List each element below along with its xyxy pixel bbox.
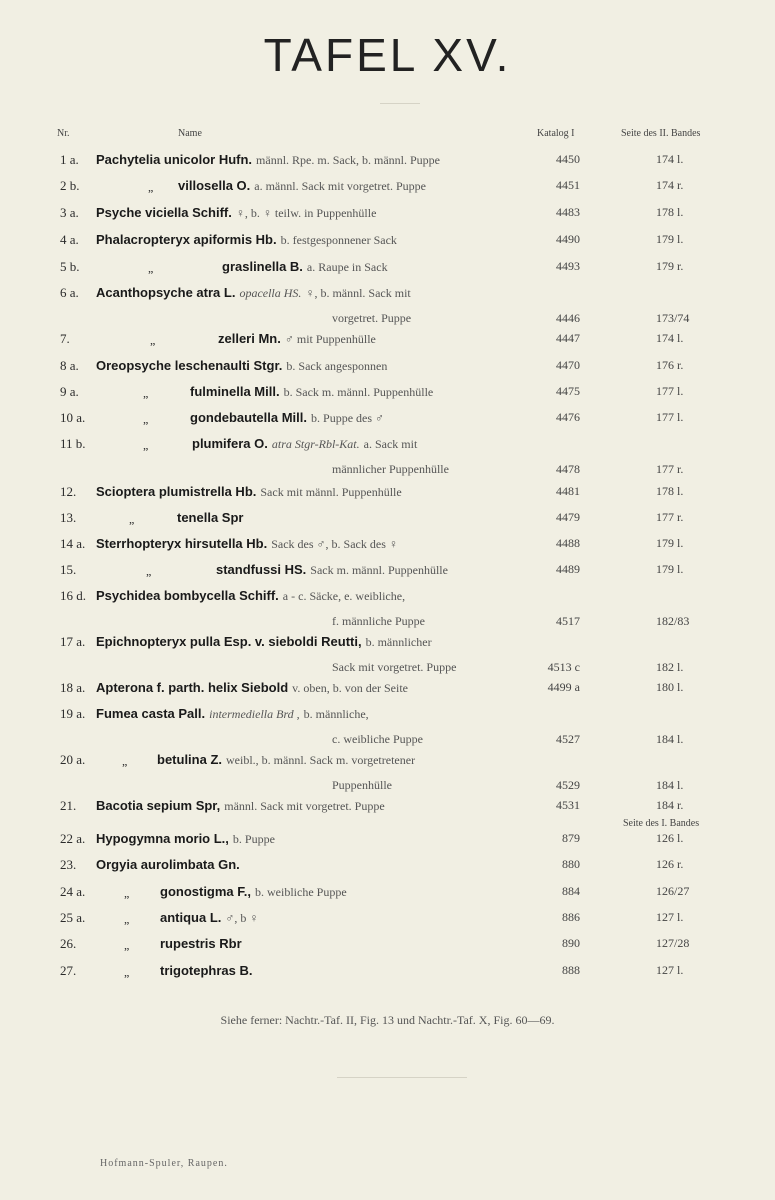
description-continuation: Puppenhülle: [332, 778, 392, 792]
list-item: [0, 410, 775, 436]
specimen-description: Sack des ♂, b. Sack des ♀: [271, 537, 398, 551]
entry-number: 6 a.: [60, 285, 79, 300]
katalog-number: 880: [562, 857, 580, 871]
ditto-mark: „: [143, 438, 149, 452]
list-item: [0, 562, 775, 588]
specimen-description: a. männl. Sack mit vorgetret. Puppe: [254, 179, 427, 193]
katalog-number: 4499 a: [547, 680, 580, 694]
katalog-number: 4450: [556, 152, 580, 166]
species-name: Psychidea bombycella Schiff.: [96, 588, 279, 603]
katalog-number: 4527: [556, 732, 580, 746]
page-reference: 182/83: [656, 614, 690, 628]
katalog-number: 4488: [556, 536, 580, 550]
ditto-mark: „: [146, 564, 152, 578]
entry-number: 21.: [60, 798, 77, 813]
species-name: Phalacropteryx apiformis Hb.: [96, 232, 277, 247]
page-reference: 126/27: [656, 884, 690, 898]
species-name: Pachytelia unicolor Hufn.: [96, 152, 253, 167]
page-reference: 178 l.: [656, 205, 684, 219]
katalog-number: 4451: [556, 178, 580, 192]
ditto-mark: „: [148, 261, 154, 275]
species-name: Oreopsyche leschenaulti Stgr.: [96, 358, 283, 373]
header-nr: Nr.: [57, 128, 70, 139]
specimen-description: v. oben, b. von der Seite: [292, 681, 409, 695]
list-item: [0, 232, 775, 258]
katalog-number: 4531: [556, 798, 580, 812]
entry-number: 27.: [60, 963, 77, 978]
specimen-description: männl. Rpe. m. Sack, b. männl. Puppe: [256, 153, 441, 167]
ditto-mark: „: [148, 180, 154, 194]
list-item: [0, 331, 775, 357]
species-name: Scioptera plumistrella Hb.: [96, 484, 257, 499]
species-name: Psyche viciella Schiff.: [96, 205, 232, 220]
list-item: [0, 358, 775, 384]
entry-number: 1 a.: [60, 152, 79, 167]
entry-number: 2 b.: [60, 178, 80, 193]
specimen-description: ♀, b. männl. Sack mit: [305, 286, 411, 300]
ditto-mark: „: [129, 512, 135, 526]
species-name: zelleri Mn.: [218, 331, 281, 346]
katalog-number: 4513 c: [547, 660, 580, 674]
katalog-number: 4489: [556, 562, 580, 576]
description-continuation: c. weibliche Puppe: [332, 732, 423, 746]
ditto-mark: „: [150, 333, 156, 347]
list-item: [0, 706, 775, 752]
katalog-number: 4493: [556, 259, 580, 273]
list-item: [0, 680, 775, 706]
entry-number: 26.: [60, 936, 77, 951]
katalog-number: 4478: [556, 462, 580, 476]
entry-number: 18 a.: [60, 680, 86, 695]
specimen-description: b. Sack angesponnen: [286, 359, 388, 373]
list-item: [0, 384, 775, 410]
list-item: [0, 588, 775, 634]
synonym: atra Stgr-Rbl-Kat.: [271, 437, 360, 451]
entry-number: 22 a.: [60, 831, 86, 846]
species-name: Apterona f. parth. helix Siebold: [96, 680, 289, 695]
list-item: [0, 259, 775, 285]
ditto-mark: „: [124, 912, 130, 926]
publisher-credit: Hofmann-Spuler, Raupen.: [100, 1158, 228, 1169]
specimen-description: weibl., b. männl. Sack m. vorgetretener: [226, 753, 416, 767]
page-reference: 177 r.: [656, 462, 684, 476]
footnote: Siehe ferner: Nachtr.-Taf. II, Fig. 13 und Nachtr.-Taf. X, Fig. 60—69.: [220, 1013, 555, 1027]
entry-number: 17 a.: [60, 634, 86, 649]
katalog-number: 4475: [556, 384, 580, 398]
page-reference: 180 l.: [656, 680, 684, 694]
header-seite: Seite des II. Bandes: [621, 128, 701, 139]
species-name: trigotephras B.: [160, 963, 253, 978]
entry-number: 23.: [60, 857, 77, 872]
species-name: standfussi HS.: [216, 562, 307, 577]
katalog-number: 879: [562, 831, 580, 845]
specimen-description: ♀, b. ♀ teilw. in Puppenhülle: [235, 206, 377, 220]
specimen-description: ♂ mit Puppenhülle: [284, 332, 376, 346]
page-reference: 184 l.: [656, 778, 684, 792]
page-reference: 178 l.: [656, 484, 684, 498]
description-continuation: f. männliche Puppe: [332, 614, 425, 628]
list-item: [0, 484, 775, 510]
entry-number: 15.: [60, 562, 77, 577]
species-name: antiqua L.: [160, 910, 222, 925]
page-reference: 127/28: [656, 936, 690, 950]
list-item: [0, 205, 775, 231]
specimen-description: b. weibliche Puppe: [255, 885, 347, 899]
page-reference: 174 r.: [656, 178, 684, 192]
page-reference: 126 r.: [656, 857, 684, 871]
katalog-number: 4479: [556, 510, 580, 524]
entry-number: 25 a.: [60, 910, 86, 925]
ditto-mark: „: [124, 938, 130, 952]
species-name: Hypogymna morio L.,: [96, 831, 229, 846]
description-continuation: Sack mit vorgetret. Puppe: [332, 660, 457, 674]
list-item: [0, 536, 775, 562]
entry-number: 12.: [60, 484, 77, 499]
page-reference: 179 l.: [656, 536, 684, 550]
entry-number: 9 a.: [60, 384, 79, 399]
list-item: [0, 285, 775, 331]
list-item: [0, 910, 775, 936]
ditto-mark: „: [143, 412, 149, 426]
species-name: gondebautella Mill.: [190, 410, 308, 425]
species-name: rupestris Rbr: [160, 936, 242, 951]
species-name: Orgyia aurolimbata Gn.: [96, 857, 240, 872]
list-item: [0, 510, 775, 536]
katalog-number: 890: [562, 936, 580, 950]
specimen-description: b. männliche,: [303, 707, 369, 721]
katalog-number: 4490: [556, 232, 580, 246]
header-katalog: Katalog I: [537, 128, 575, 139]
page-title: TAFEL XV.: [263, 29, 512, 81]
species-name: Sterrhopteryx hirsutella Hb.: [96, 536, 268, 551]
list-item: [0, 178, 775, 204]
katalog-number: 4446: [556, 311, 580, 325]
entry-number: 13.: [60, 510, 77, 525]
katalog-number: 4470: [556, 358, 580, 372]
synonym: intermediella Brd ,: [209, 707, 300, 721]
katalog-number: 4529: [556, 778, 580, 792]
page-reference: 184 r.: [656, 798, 684, 812]
species-name: Bacotia sepium Spr,: [96, 798, 221, 813]
katalog-number: 4476: [556, 410, 580, 424]
page-reference: 182 l.: [656, 660, 684, 674]
page-reference: 174 l.: [656, 152, 684, 166]
entry-number: 4 a.: [60, 232, 79, 247]
species-name: Fumea casta Pall.: [96, 706, 206, 721]
page-reference: 184 l.: [656, 732, 684, 746]
entry-number: 3 a.: [60, 205, 79, 220]
list-item: [0, 634, 775, 680]
specimen-description: Sack mit männl. Puppenhülle: [260, 485, 402, 499]
page-reference: 173/74: [656, 311, 690, 325]
entry-number: 7.: [60, 331, 70, 346]
katalog-number: 884: [562, 884, 580, 898]
species-name: Acanthopsyche atra L.: [96, 285, 236, 300]
page-reference: 127 l.: [656, 963, 684, 977]
specimen-description: männl. Sack mit vorgetret. Puppe: [224, 799, 385, 813]
ditto-mark: „: [124, 886, 130, 900]
list-item: [0, 963, 775, 989]
specimen-description: ♂, b ♀: [225, 911, 259, 925]
entry-number: 11 b.: [60, 436, 86, 451]
species-name: graslinella B.: [222, 259, 303, 274]
species-name: villosella O.: [178, 178, 251, 193]
specimen-description: b. männlicher: [365, 635, 432, 649]
page-reference: 177 r.: [656, 510, 684, 524]
header-name: Name: [178, 128, 202, 139]
specimen-description: Sack m. männl. Puppenhülle: [310, 563, 448, 577]
page-reference: 127 l.: [656, 910, 684, 924]
footer-divider: [337, 1077, 467, 1078]
specimen-description: b. Puppe des ♂: [311, 411, 385, 425]
list-item: [0, 436, 775, 482]
page-reference: 179 l.: [656, 232, 684, 246]
species-name: Epichnopteryx pulla Esp. v. sieboldi Reutti,: [96, 634, 362, 649]
subheader-seite: Seite des I. Bandes: [623, 818, 700, 829]
katalog-number: 4483: [556, 205, 580, 219]
katalog-number: 888: [562, 963, 580, 977]
ditto-mark: „: [124, 965, 130, 979]
species-name: betulina Z.: [157, 752, 222, 767]
list-item: [0, 831, 775, 857]
katalog-number: 4447: [556, 331, 580, 345]
specimen-description: b. Puppe: [232, 832, 275, 846]
page-reference: 179 r.: [656, 259, 684, 273]
entry-number: 10 a.: [60, 410, 86, 425]
page-reference: 177 l.: [656, 410, 684, 424]
species-name: gonostigma F.,: [160, 884, 251, 899]
entry-number: 16 d.: [60, 588, 86, 603]
species-name: plumifera O.: [192, 436, 268, 451]
specimen-description: a - c. Säcke, e. weibliche,: [282, 589, 406, 603]
species-name: fulminella Mill.: [190, 384, 280, 399]
page-reference: 176 r.: [656, 358, 684, 372]
page-reference: 174 l.: [656, 331, 684, 345]
description-continuation: vorgetret. Puppe: [332, 311, 412, 325]
list-item: [0, 752, 775, 798]
species-name: tenella Spr: [177, 510, 244, 525]
page-reference: 179 l.: [656, 562, 684, 576]
entry-number: 8 a.: [60, 358, 79, 373]
specimen-description: b. festgesponnener Sack: [280, 233, 397, 247]
list-item: [0, 152, 775, 178]
title-divider: [380, 103, 420, 104]
list-item: [0, 936, 775, 962]
entry-number: 5 b.: [60, 259, 80, 274]
specimen-description: b. Sack m. männl. Puppenhülle: [283, 385, 434, 399]
description-continuation: männlicher Puppenhülle: [332, 462, 449, 476]
page-reference: 177 l.: [656, 384, 684, 398]
entry-number: 24 a.: [60, 884, 86, 899]
entry-number: 20 a.: [60, 752, 86, 767]
list-item: [0, 857, 775, 883]
katalog-number: 886: [562, 910, 580, 924]
specimen-description: a. Raupe in Sack: [306, 260, 388, 274]
list-item: [0, 884, 775, 910]
ditto-mark: „: [143, 386, 149, 400]
ditto-mark: „: [122, 754, 128, 768]
specimen-description: a. Sack mit: [363, 437, 418, 451]
entry-number: 19 a.: [60, 706, 86, 721]
katalog-number: 4481: [556, 484, 580, 498]
page-reference: 126 l.: [656, 831, 684, 845]
synonym: opacella HS.: [239, 286, 302, 300]
entry-number: 14 a.: [60, 536, 86, 551]
katalog-number: 4517: [556, 614, 580, 628]
